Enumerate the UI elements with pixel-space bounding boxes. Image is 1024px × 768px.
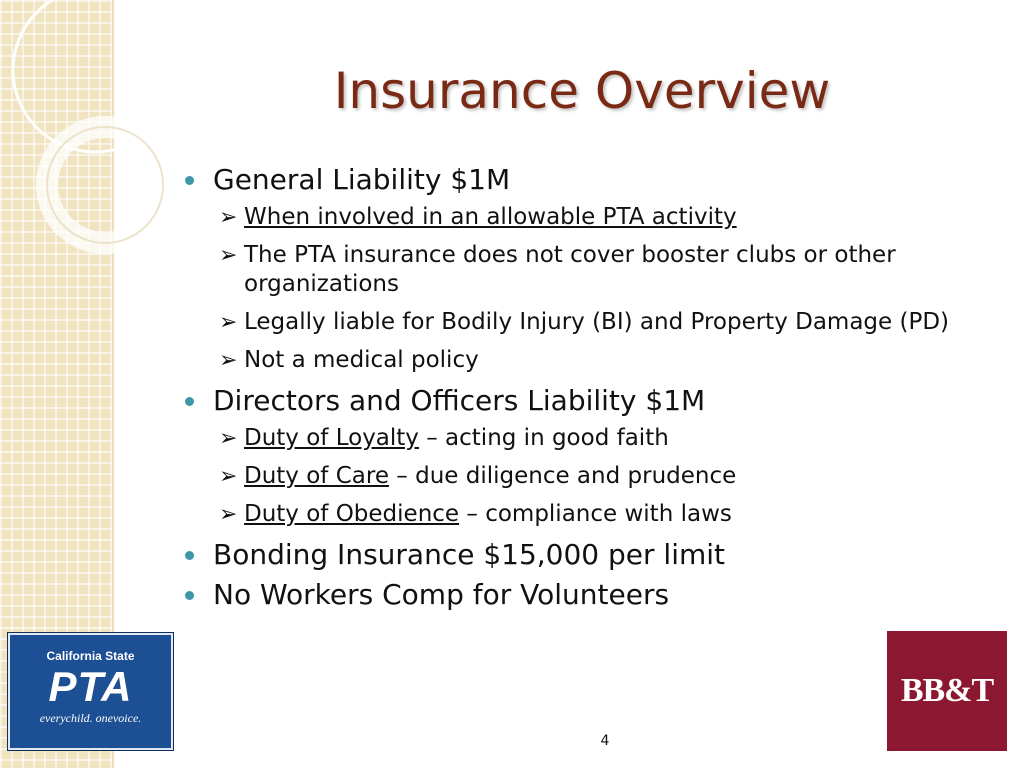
sub-bullet [182,308,1002,337]
pta-logo-word: PTA [48,663,133,710]
sub-bullet-underlined: Duty of Obedience [244,501,460,527]
bbt-logo [887,631,1007,751]
sub-bullet-text: – acting in good faith [418,425,669,451]
california-state-pta-logo [8,633,173,750]
sub-bullet-underlined: Duty of Care [244,463,389,489]
sub-bullet [182,462,1002,491]
sub-bullet [182,346,1002,375]
arrow-bullet-icon: ➢ [219,348,238,373]
bullet-dot-icon [185,176,194,185]
bullet-bonding-insurance [182,538,1002,572]
sub-bullet-text: Not a medical policy [244,347,479,373]
bbt-logo-text: BB&T [900,672,994,709]
arrow-bullet-icon: ➢ [219,243,238,268]
slide-title: Insurance Overview [333,62,831,120]
arrow-bullet-icon: ➢ [219,310,238,335]
sub-bullet [182,424,1002,453]
sub-bullet-underlined: When involved in an allowable PTA activity [244,204,737,230]
sub-bullet [182,500,1002,529]
bullet-text: No Workers Comp for Volunteers [213,578,670,611]
bullet-text: Bonding Insurance $15,000 per limit [213,538,726,571]
bullet-text: Directors and Officers Liability $1M [213,384,706,417]
sub-bullet-text: – compliance with laws [459,501,732,527]
bullet-dot-icon [185,551,194,560]
bullet-list [182,163,1002,618]
sub-bullet-text: Legally liable for Bodily Injury (BI) and Property Damage (PD) [244,309,950,335]
page-number: 4 [600,733,610,749]
decorative-circles [0,0,200,300]
sub-bullet-text: – due diligence and prudence [388,463,737,489]
pta-logo-tagline: everychild. onevoice. [39,711,142,725]
bullet-general-liability [182,163,1002,197]
bullet-text: General Liability $1M [213,163,511,196]
bullet-dot-icon [185,591,194,600]
sub-bullet-text: The PTA insurance does not cover booster clubs or other organizations [244,242,896,297]
sub-bullet-underlined: Duty of Loyalty [244,425,419,451]
arrow-bullet-icon: ➢ [219,205,238,230]
decorative-ring-small-shadow [47,127,163,243]
arrow-bullet-icon: ➢ [219,464,238,489]
bullet-dot-icon [185,397,194,406]
bullet-workers-comp [182,578,1002,612]
arrow-bullet-icon: ➢ [219,502,238,527]
arrow-bullet-icon: ➢ [219,426,238,451]
pta-logo-state: California State [46,649,135,663]
sub-bullet [182,203,1002,232]
bullet-directors-officers [182,384,1002,418]
sub-bullet [182,241,1002,299]
